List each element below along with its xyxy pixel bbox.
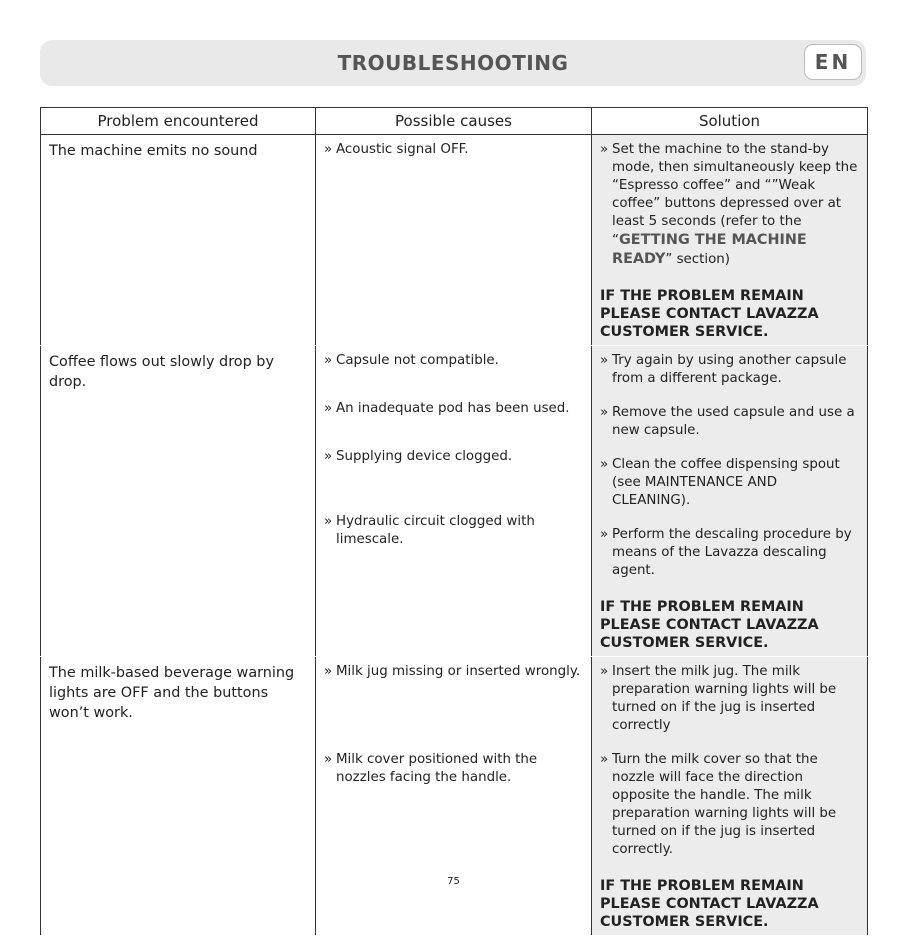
problem-text: The milk-based beverage warning lights are OFF and the buttons won’t work. [49, 665, 295, 721]
cause-text: Hydraulic circuit clogged with limescale. [336, 514, 535, 547]
bullet-glyph: » [600, 527, 609, 542]
bullet-glyph: » [600, 752, 609, 767]
bullet-glyph: » [600, 405, 609, 420]
cause-item [324, 663, 583, 681]
solution-text: Try again by using another capsule from a different package. [612, 353, 847, 386]
solution-text: Turn the milk cover so that the nozzle will face the direction opposite the handle. The milk preparation warning lights will be turned on if the jug is inserted correctly. [612, 752, 837, 857]
bullet-glyph: » [600, 353, 609, 368]
cause-text: Acoustic signal OFF. [336, 142, 469, 157]
troubleshooting-table [40, 107, 868, 936]
bullet-glyph: » [324, 142, 333, 157]
bullet-glyph: » [600, 664, 609, 679]
bullet-glyph: » [324, 664, 333, 679]
solution-text: Perform the descaling procedure by means of the Lavazza descaling agent. [612, 527, 852, 578]
contact-notice: IF THE PROBLEM REMAIN PLEASE CONTACT LAVAZZA CUSTOMER SERVICE. [600, 288, 819, 340]
page-header [40, 40, 866, 86]
problem-cell [41, 135, 316, 346]
solution-text-end: ” section) [665, 252, 731, 267]
cause-item [324, 400, 583, 418]
problem-text: Coffee flows out slowly drop by drop. [49, 354, 274, 390]
solution-item [600, 526, 859, 580]
cause-item [324, 513, 583, 549]
cause-item [324, 448, 583, 466]
cause-text: An inadequate pod has been used. [336, 401, 570, 416]
cause-item [324, 751, 583, 787]
cause-item [324, 352, 583, 370]
bullet-glyph: » [324, 514, 333, 529]
solution-item [600, 751, 859, 859]
solution-item [600, 352, 859, 388]
cause-text: Supplying device clogged. [336, 449, 513, 464]
cause-text: Milk cover positioned with the nozzles facing the handle. [336, 752, 538, 785]
column-header-problem: Problem encountered [41, 108, 316, 135]
solution-cell [592, 657, 868, 936]
solution-text: Clean the coffee dispensing spout (see MAINTENANCE AND CLEANING). [612, 457, 840, 508]
solution-text: Remove the used capsule and use a new capsule. [612, 405, 855, 438]
table-row [41, 657, 868, 936]
problem-cell [41, 346, 316, 657]
causes-cell [316, 657, 592, 936]
problem-cell [41, 657, 316, 936]
causes-cell [316, 135, 592, 346]
solution-text: Insert the milk jug. The milk preparation warning lights will be turned on if the jug is inserted correctly [612, 664, 837, 733]
bullet-glyph: » [324, 401, 333, 416]
solution-cell [592, 346, 868, 657]
column-header-causes: Possible causes [316, 108, 592, 135]
solution-cell [592, 135, 868, 346]
solution-item [600, 456, 859, 510]
page-title: TROUBLESHOOTING [337, 51, 569, 75]
bullet-glyph: » [600, 142, 609, 157]
solution-item [600, 404, 859, 440]
solution-item [600, 663, 859, 735]
table-header-row [41, 108, 868, 135]
causes-cell [316, 346, 592, 657]
bullet-glyph: » [600, 457, 609, 472]
cause-item [324, 141, 583, 159]
page-number: 75 [447, 876, 460, 887]
column-header-solution: Solution [592, 108, 868, 135]
contact-notice: IF THE PROBLEM REMAIN PLEASE CONTACT LAVAZZA CUSTOMER SERVICE. [600, 878, 819, 930]
language-badge: EN [804, 44, 862, 80]
problem-text: The machine emits no sound [49, 143, 258, 159]
solution-item [600, 141, 859, 269]
contact-notice: IF THE PROBLEM REMAIN PLEASE CONTACT LAVAZZA CUSTOMER SERVICE. [600, 599, 819, 651]
cause-text: Milk jug missing or inserted wrongly. [336, 664, 581, 679]
bullet-glyph: » [324, 449, 333, 464]
bullet-glyph: » [324, 353, 333, 368]
table-row [41, 135, 868, 346]
cause-text: Capsule not compatible. [336, 353, 499, 368]
section-reference: GETTING THE MACHINE READY [612, 232, 807, 267]
solution-text: Set the machine to the stand-by mode, then simultaneously keep the “Espresso coffee” and “”Weak coffee” buttons depressed over at least 5 seconds (refer to the “ [612, 142, 858, 248]
bullet-glyph: » [324, 752, 333, 767]
table-row [41, 346, 868, 657]
